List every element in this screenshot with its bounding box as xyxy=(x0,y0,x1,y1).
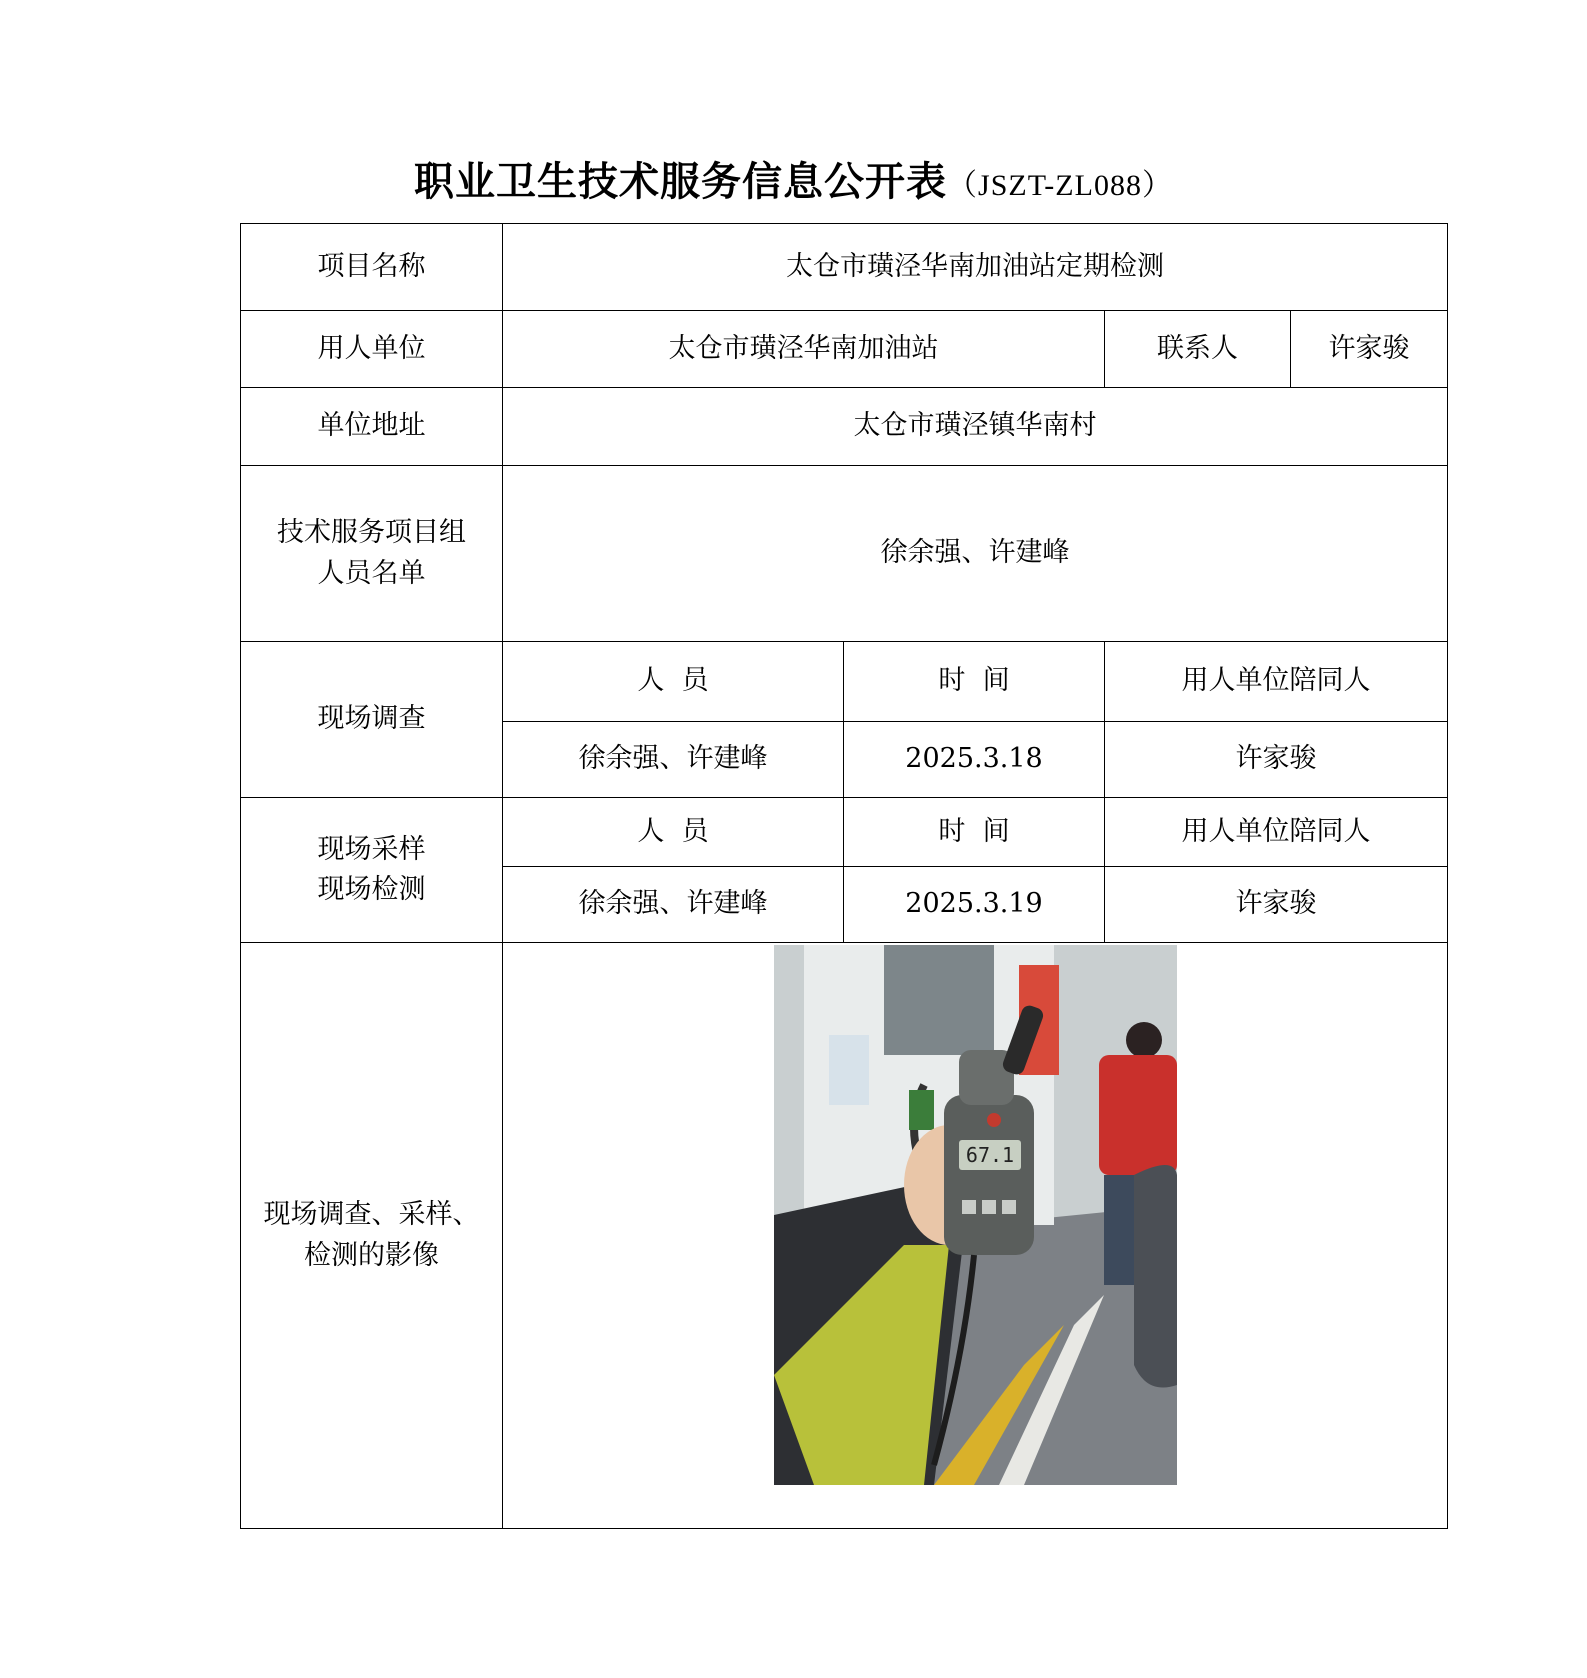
survey-label: 现场调查 xyxy=(241,642,503,798)
employer-label: 用人单位 xyxy=(241,311,503,388)
title-code: （JSZT-ZL088） xyxy=(947,169,1173,202)
photo-car xyxy=(1134,1165,1177,1388)
row-address xyxy=(241,388,1448,466)
photo-meter-key-2 xyxy=(982,1200,996,1214)
address-label: 单位地址 xyxy=(241,388,503,466)
row-images xyxy=(241,943,1448,1529)
site-photo-svg xyxy=(774,945,1177,1485)
sampling-people: 徐余强、许建峰 xyxy=(503,867,844,943)
sampling-label-line1: 现场采样 xyxy=(317,833,426,865)
row-team xyxy=(241,466,1448,642)
sampling-header-escort: 用人单位陪同人 xyxy=(1105,798,1448,867)
photo-nozzle xyxy=(909,1090,934,1130)
survey-time: 2025.3.18 xyxy=(844,722,1105,798)
address-value: 太仓市璜泾镇华南村 xyxy=(503,388,1448,466)
survey-header-people: 人 员 xyxy=(503,642,844,722)
survey-people: 徐余强、许建峰 xyxy=(503,722,844,798)
photo-dispenser-label xyxy=(829,1035,869,1105)
images-label xyxy=(241,943,503,1529)
photo-person-body xyxy=(1099,1055,1177,1175)
info-table xyxy=(240,223,1448,1529)
photo-meter-key-1 xyxy=(962,1200,976,1214)
photo-meter-reading: 67.1 xyxy=(965,1143,1015,1167)
sampling-label xyxy=(241,798,503,943)
row-sampling-header xyxy=(241,798,1448,867)
sampling-label-line2: 现场检测 xyxy=(317,874,426,905)
photo-person-head xyxy=(1126,1022,1162,1058)
images-label-line2: 检测的影像 xyxy=(304,1239,439,1271)
team-label-line1: 技术服务项目组 xyxy=(277,517,466,548)
photo-meter-key-3 xyxy=(1002,1200,1016,1214)
contact-label: 联系人 xyxy=(1105,311,1291,388)
row-survey-header xyxy=(241,642,1448,722)
images-label-line1: 现场调查、采样、 xyxy=(263,1199,480,1230)
images-cell xyxy=(503,943,1448,1529)
project-value: 太仓市璜泾华南加油站定期检测 xyxy=(503,224,1448,311)
photo-dispenser-panel xyxy=(884,945,994,1055)
team-label-line2: 人员名单 xyxy=(317,557,426,589)
team-value: 徐余强、许建峰 xyxy=(503,466,1448,642)
sampling-header-people: 人 员 xyxy=(503,798,844,867)
row-project xyxy=(241,224,1448,311)
photo-meter-button xyxy=(987,1113,1001,1127)
survey-header-time: 时 间 xyxy=(844,642,1105,722)
employer-value: 太仓市璜泾华南加油站 xyxy=(503,311,1105,388)
row-employer xyxy=(241,311,1448,388)
survey-escort: 许家骏 xyxy=(1105,722,1448,798)
sampling-header-time: 时 间 xyxy=(844,798,1105,867)
team-label xyxy=(241,466,503,642)
survey-header-escort: 用人单位陪同人 xyxy=(1105,642,1448,722)
contact-value: 许家骏 xyxy=(1291,311,1448,388)
sampling-time: 2025.3.19 xyxy=(844,867,1105,943)
project-label: 项目名称 xyxy=(241,224,503,311)
site-photo xyxy=(774,945,1177,1485)
title-main: 职业卫生技术服务信息公开表 xyxy=(414,158,948,205)
sampling-escort: 许家骏 xyxy=(1105,867,1448,943)
page-title xyxy=(0,150,1587,207)
